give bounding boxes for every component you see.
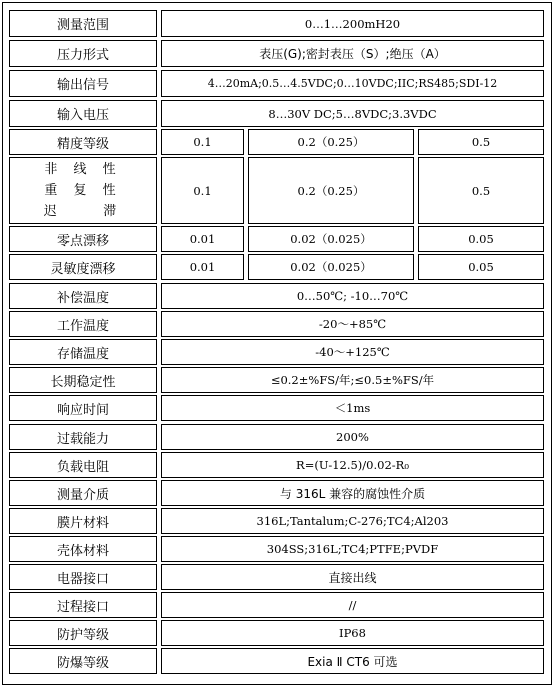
label-nonlinearity: 非 线 性 <box>44 162 122 177</box>
row-value-overload: 200% <box>161 424 544 450</box>
linearity-value-2: 0.2（0.25） <box>248 157 414 224</box>
row-label-storage-temp: 存储温度 <box>9 339 157 365</box>
row-value-input-voltage: 8…30V DC;5…8VDC;3.3VDC <box>161 100 544 127</box>
row-value-long-term-stability: ≤0.2±%FS/年;≤0.5±%FS/年 <box>161 367 544 393</box>
row-label-compensation-temp: 补偿温度 <box>9 283 157 309</box>
row-value-explosion-proof: Exia Ⅱ CT6 可选 <box>161 648 544 674</box>
label-hysteresis: 迟 滞 <box>43 204 123 219</box>
accuracy-value-1: 0.1 <box>161 129 244 155</box>
row-value-measured-medium: 与 316L 兼容的腐蚀性介质 <box>161 480 544 506</box>
row-label-protection-class: 防护等级 <box>9 620 157 646</box>
row-label-measured-medium: 测量介质 <box>9 480 157 506</box>
row-value-output-signal: 4…20mA;0.5…4.5VDC;0…10VDC;IIC;RS485;SDI-12 <box>161 70 544 97</box>
row-label-long-term-stability: 长期稳定性 <box>9 367 157 393</box>
row-value-process-connection: // <box>161 592 544 618</box>
row-value-measure-range: 0…1…200mH20 <box>161 10 544 37</box>
row-label-output-signal: 输出信号 <box>9 70 157 97</box>
row-label-linearity-group <box>9 157 157 224</box>
row-value-operating-temp: -20～+85℃ <box>161 311 544 337</box>
row-value-compensation-temp: 0…50℃; -10…70℃ <box>161 283 544 309</box>
row-label-explosion-proof: 防爆等级 <box>9 648 157 674</box>
row-label-measure-range: 测量范围 <box>9 10 157 37</box>
zero-drift-value-2: 0.02（0.025） <box>248 226 414 252</box>
row-label-pressure-type: 压力形式 <box>9 40 157 67</box>
row-value-diaphragm-material: 316L;Tantalum;C-276;TC4;Al203 <box>161 508 544 534</box>
spec-table <box>2 2 552 685</box>
row-label-operating-temp: 工作温度 <box>9 311 157 337</box>
row-label-input-voltage: 输入电压 <box>9 100 157 127</box>
accuracy-value-2: 0.2（0.25） <box>248 129 414 155</box>
zero-drift-value-1: 0.01 <box>161 226 244 252</box>
row-label-accuracy: 精度等级 <box>9 129 157 155</box>
row-value-storage-temp: -40～+125℃ <box>161 339 544 365</box>
linearity-value-3: 0.5 <box>418 157 544 224</box>
row-label-sensitivity-drift: 灵敏度漂移 <box>9 254 157 280</box>
row-label-diaphragm-material: 膜片材料 <box>9 508 157 534</box>
row-value-housing-material: 304SS;316L;TC4;PTFE;PVDF <box>161 536 544 562</box>
sensitivity-drift-value-1: 0.01 <box>161 254 244 280</box>
row-value-pressure-type: 表压(G);密封表压（S）;绝压（A） <box>161 40 544 67</box>
row-label-load-resistance: 负载电阻 <box>9 452 157 478</box>
row-value-response-time: ＜1ms <box>161 395 544 421</box>
linearity-value-1: 0.1 <box>161 157 244 224</box>
row-label-process-connection: 过程接口 <box>9 592 157 618</box>
label-repeatability: 重 复 性 <box>44 183 122 198</box>
row-label-electrical-connection: 电器接口 <box>9 564 157 590</box>
row-label-housing-material: 壳体材料 <box>9 536 157 562</box>
row-value-load-resistance: R=(U-12.5)/0.02-R₀ <box>161 452 544 478</box>
row-value-protection-class: IP68 <box>161 620 544 646</box>
row-label-response-time: 响应时间 <box>9 395 157 421</box>
sensitivity-drift-value-2: 0.02（0.025） <box>248 254 414 280</box>
row-label-zero-drift: 零点漂移 <box>9 226 157 252</box>
zero-drift-value-3: 0.05 <box>418 226 544 252</box>
row-label-overload: 过载能力 <box>9 424 157 450</box>
row-value-electrical-connection: 直接出线 <box>161 564 544 590</box>
accuracy-value-3: 0.5 <box>418 129 544 155</box>
sensitivity-drift-value-3: 0.05 <box>418 254 544 280</box>
